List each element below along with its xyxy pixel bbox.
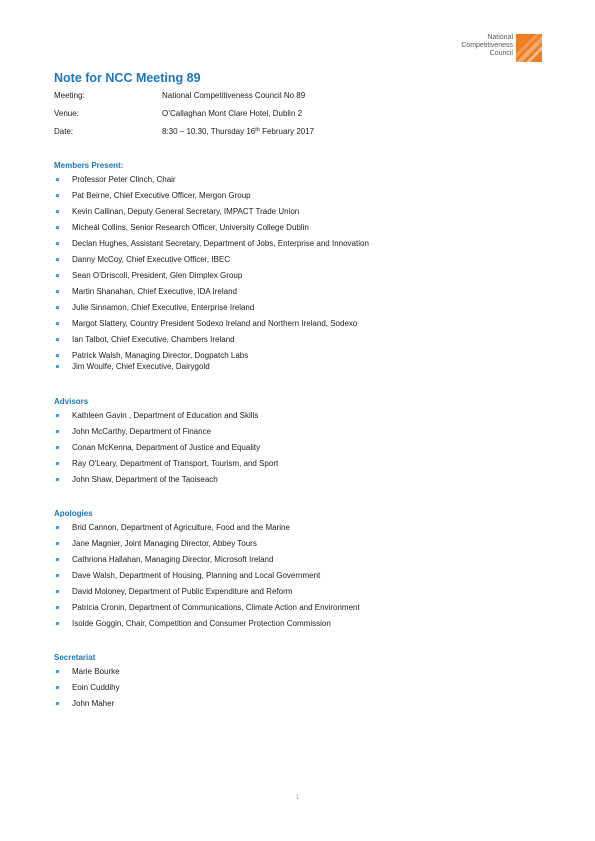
- bullet-icon: [56, 526, 59, 529]
- list-item-text: Cathriona Hallahan, Managing Director, Microsoft Ireland: [72, 555, 274, 564]
- list-item-text: John Maher: [72, 699, 115, 708]
- date-value: [162, 127, 314, 136]
- advisors-section: [54, 397, 534, 491]
- list-item-text: David Moloney, Department of Public Expenditure and Reform: [72, 587, 293, 596]
- members-section: [54, 161, 534, 378]
- list-item-text: Dave Walsh, Department of Housing, Planning and Local Government: [72, 571, 321, 580]
- venue-label: Venue:: [54, 109, 79, 118]
- list-item-text: Margot Slattery, Country President Sodexo Ireland and Northern Ireland, Sodexo: [72, 319, 358, 328]
- list-item: [54, 207, 534, 223]
- meeting-label: Meeting:: [54, 91, 85, 100]
- logo-line: National: [487, 34, 513, 41]
- list-item-text: Isolde Goggin, Chair, Competition and Consumer Protection Commission: [72, 619, 331, 628]
- meeting-value: National Competitiveness Council No 89: [162, 91, 306, 100]
- list-item: [54, 175, 534, 191]
- apologies-list: [54, 523, 534, 635]
- bullet-icon: [56, 686, 59, 689]
- list-item-text: Micheál Collins, Senior Research Officer, University College Dublin: [72, 223, 309, 232]
- list-item-text: Martin Shanahan, Chief Executive, IDA Ireland: [72, 287, 237, 296]
- page-title: Note for NCC Meeting 89: [54, 71, 201, 85]
- bullet-icon: [56, 670, 59, 673]
- list-item: [54, 475, 534, 491]
- list-item-text: John Shaw, Department of the Taoiseach: [72, 475, 218, 484]
- list-item: [54, 555, 534, 571]
- list-item: [54, 362, 534, 378]
- list-item: [54, 319, 534, 335]
- list-item: [54, 699, 534, 715]
- list-item: [54, 523, 534, 539]
- bullet-icon: [56, 430, 59, 433]
- bullet-icon: [56, 354, 59, 357]
- list-item-text: Pat Beirne, Chief Executive Officer, Mergon Group: [72, 191, 251, 200]
- bullet-icon: [56, 606, 59, 609]
- list-item: [54, 271, 534, 287]
- bullet-icon: [56, 590, 59, 593]
- list-item: [54, 443, 534, 459]
- date-value-month: February 2017: [259, 127, 315, 136]
- list-item-text: Patricia Cronin, Department of Communications, Climate Action and Environment: [72, 603, 360, 612]
- list-item-text: Patrick Walsh, Managing Director, Dogpatch Labs: [72, 351, 249, 360]
- list-item-text: Conan McKenna, Department of Justice and Equality: [72, 443, 261, 452]
- bullet-icon: [56, 274, 59, 277]
- bullet-icon: [56, 258, 59, 261]
- list-item: [54, 459, 534, 475]
- list-item: [54, 683, 534, 699]
- list-item-text: Kevin Callinan, Deputy General Secretary, IMPACT Trade Union: [72, 207, 300, 216]
- list-item-text: Brid Cannon, Department of Agriculture, Food and the Marine: [72, 523, 290, 532]
- advisors-list: [54, 411, 534, 491]
- members-list: [54, 175, 534, 378]
- date-ordinal: th: [255, 127, 260, 133]
- list-item: [54, 411, 534, 427]
- secretariat-list: [54, 667, 534, 715]
- list-item-text: Sean O’Driscoll, President, Glen Dimplex Group: [72, 271, 243, 280]
- list-item: [54, 587, 534, 603]
- advisors-heading: Advisors: [54, 397, 89, 406]
- bullet-icon: [56, 290, 59, 293]
- bullet-icon: [56, 542, 59, 545]
- list-item: [54, 427, 534, 443]
- date-label: Date:: [54, 127, 74, 136]
- list-item-text: Ray O'Leary, Department of Transport, Tourism, and Sport: [72, 459, 279, 468]
- bullet-icon: [56, 446, 59, 449]
- bullet-icon: [56, 210, 59, 213]
- list-item: [54, 287, 534, 303]
- bullet-icon: [56, 622, 59, 625]
- list-item-text: Ian Talbot, Chief Executive, Chambers Ireland: [72, 335, 235, 344]
- bullet-icon: [56, 574, 59, 577]
- list-item-text: Kathleen Gavin , Department of Education and Skills: [72, 411, 259, 420]
- members-heading: Members Present:: [54, 161, 124, 170]
- list-item-text: Marie Bourke: [72, 667, 120, 676]
- bullet-icon: [56, 478, 59, 481]
- list-item: [54, 335, 534, 351]
- list-item: [54, 351, 534, 362]
- list-item-text: Danny McCoy, Chief Executive Officer, IBEC: [72, 255, 230, 264]
- list-item: [54, 539, 534, 555]
- secretariat-section: [54, 653, 534, 715]
- bullet-icon: [56, 338, 59, 341]
- ncc-logo: [452, 34, 542, 62]
- bullet-icon: [56, 226, 59, 229]
- logo-line: Competitiveness: [461, 42, 513, 50]
- secretariat-heading: Secretariat: [54, 653, 96, 662]
- logo-mark-icon: [516, 34, 542, 62]
- list-item: [54, 603, 534, 619]
- apologies-heading: Apologies: [54, 509, 93, 518]
- logo-text: [461, 34, 513, 59]
- list-item: [54, 191, 534, 207]
- list-item-text: Professor Peter Clinch, Chair: [72, 175, 176, 184]
- list-item: [54, 619, 534, 635]
- logo-line: Council: [489, 50, 513, 58]
- apologies-section: [54, 509, 534, 635]
- page-number: 1: [295, 795, 300, 801]
- list-item-text: Declan Hughes, Assistant Secretary, Department of Jobs, Enterprise and Innovation: [72, 239, 369, 248]
- list-item-text: Julie Sinnamon, Chief Executive, Enterprise Ireland: [72, 303, 255, 312]
- bullet-icon: [56, 178, 59, 181]
- date-value-main: 8:30 – 10.30, Thursday 16: [162, 127, 256, 136]
- bullet-icon: [56, 322, 59, 325]
- list-item: [54, 239, 534, 255]
- bullet-icon: [56, 414, 59, 417]
- list-item-text: John McCarthy, Department of Finance: [72, 427, 212, 436]
- bullet-icon: [56, 702, 59, 705]
- list-item-text: Jane Magnier, Joint Managing Director, Abbey Tours: [72, 539, 257, 548]
- list-item: [54, 571, 534, 587]
- list-item: [54, 303, 534, 319]
- bullet-icon: [56, 242, 59, 245]
- bullet-icon: [56, 306, 59, 309]
- list-item: [54, 255, 534, 271]
- venue-value: O’Callaghan Mont Clare Hotel, Dublin 2: [162, 109, 303, 118]
- list-item-text: Eoin Cuddihy: [72, 683, 120, 692]
- bullet-icon: [56, 558, 59, 561]
- bullet-icon: [56, 462, 59, 465]
- list-item: [54, 667, 534, 683]
- list-item-text: Jim Woulfe, Chief Executive, Dairygold: [72, 362, 210, 371]
- bullet-icon: [56, 194, 59, 197]
- bullet-icon: [56, 365, 59, 368]
- list-item: [54, 223, 534, 239]
